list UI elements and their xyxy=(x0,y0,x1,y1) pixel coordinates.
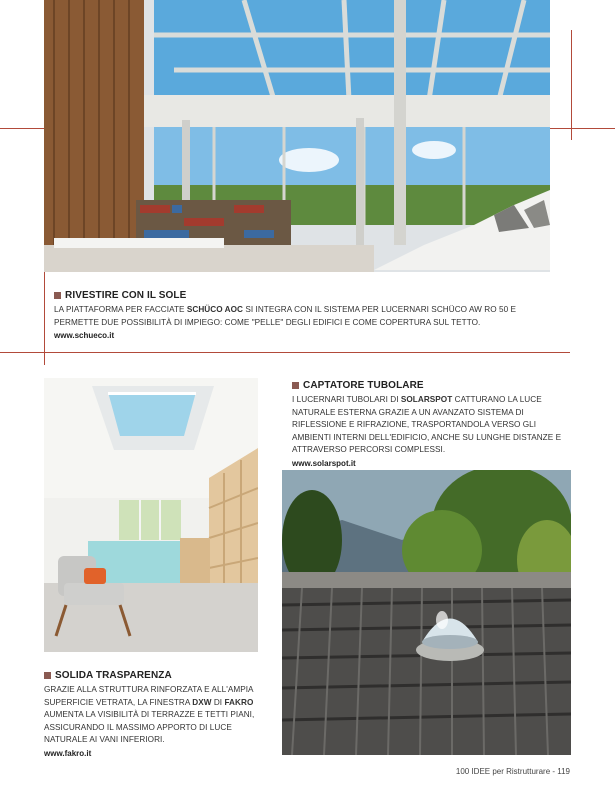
caption-url[interactable]: www.solarspot.it xyxy=(292,458,356,468)
page-folio: 100 IDEE per Ristrutturare - 119 xyxy=(455,767,570,776)
crop-line-right xyxy=(571,30,572,140)
body-text: DI xyxy=(211,697,225,707)
title-text: SOLIDA TRASPARENZA xyxy=(55,670,172,681)
caption-title xyxy=(292,380,574,391)
caption-fakro xyxy=(44,670,260,758)
title-text: RIVESTIRE CON IL SOLE xyxy=(65,290,187,301)
brand-name: SOLARSPOT xyxy=(400,395,453,404)
caption-title xyxy=(54,290,554,301)
caption-title xyxy=(44,670,260,681)
brand-name: DXW xyxy=(192,697,212,707)
body-text: SI INTEGRA CON IL SISTEMA PER LUCERNARI SCHÜCO AW RO 50 E PERMETTE DUE POSSIBILITÀ DI IMPIEGO: COME "PELLE" DEGLI EDIFICI E COME COPERTURA SUL TETTO. xyxy=(54,305,517,327)
photo-solarspot-roof xyxy=(282,470,571,755)
bullet-square xyxy=(44,672,51,679)
body-text: GRAZIE ALLA STRUTTURA RINFORZATA E ALL'AMPIA SUPERFICIE VETRATA, LA FINESTRA xyxy=(44,685,254,707)
caption-body xyxy=(44,684,260,747)
body-text: LA PIATTAFORMA PER FACCIATE xyxy=(54,305,187,314)
caption-solarspot xyxy=(292,380,574,468)
caption-schueco xyxy=(54,290,554,340)
brand-name: FAKRO xyxy=(224,697,254,707)
title-text: CAPTATORE TUBOLARE xyxy=(303,380,424,391)
caption-body xyxy=(54,304,554,329)
caption-url[interactable]: www.fakro.it xyxy=(44,748,92,758)
bullet-square xyxy=(292,382,299,389)
caption-body xyxy=(292,394,574,457)
body-text: CATTURANO LA LUCE NATURALE ESTERNA GRAZIE A UN AVANZATO SISTEMA DI RIFLESSIONE E RIFRAZIONE, TRASPORTANDOLA VERSO GLI AMBIENTI INTERNI DELL'EDIFICIO, ANCHE SU LUNGHE DISTANZE E ATTRAVERSO PERCORSI COMPLESSI. xyxy=(292,395,562,454)
caption-url[interactable]: www.schueco.it xyxy=(54,331,115,340)
crop-line-middle xyxy=(0,352,570,353)
bullet-square xyxy=(54,292,61,299)
body-text: AUMENTA LA VISIBILITÀ DI TERRAZZE E TETTI PIANI, ASSICURANDO IL MASSIMO APPORTO DI LUCE NATURALE AI VANI INFERIORI. xyxy=(44,710,255,744)
body-text: I LUCERNARI TUBOLARI DI xyxy=(292,395,401,404)
photo-fakro-interior xyxy=(44,378,258,652)
brand-name: SCHÜCO AOC xyxy=(186,305,244,314)
photo-atrium-skylight xyxy=(44,0,550,272)
